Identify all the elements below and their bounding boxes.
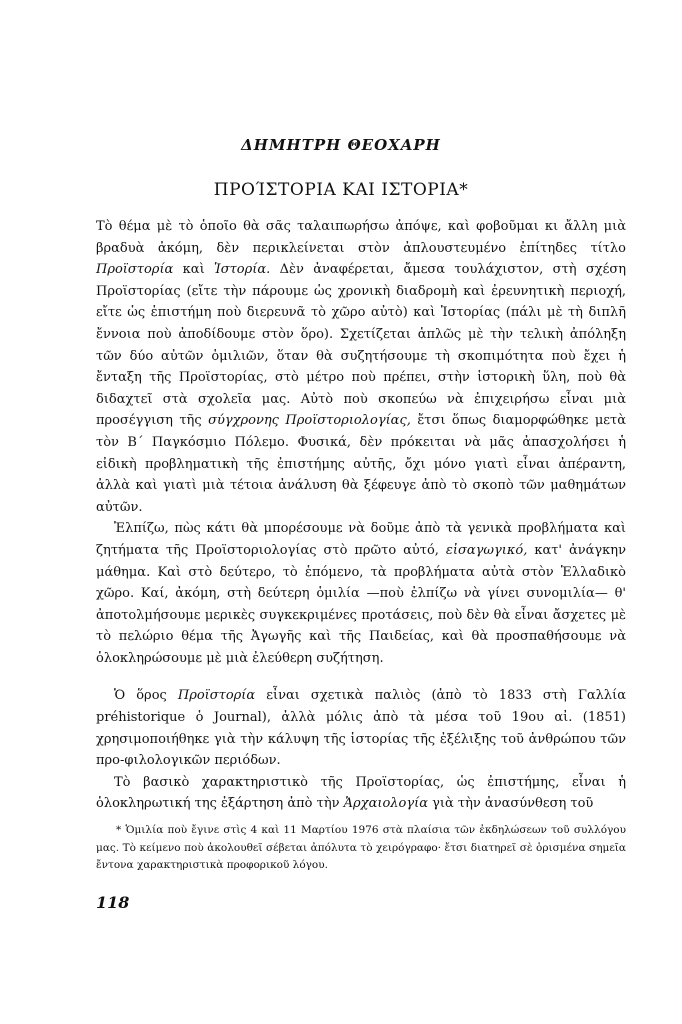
term-prehistory-2: Προϊστορία (177, 688, 256, 704)
term-prehistory: Προϊστορία (96, 262, 174, 278)
article-body (96, 216, 626, 815)
term-archaeology: Ἀρχαιολογία (343, 796, 428, 812)
paragraph-2: Ἐλπίζω, πὼς κάτι θὰ μπορέσουμε νὰ δοῦμε ἀπὸ τὰ γενικὰ προβλήματα καὶ ζητήματα τῆς Προϊστοριολογίας στὸ πρῶτο αὐτό, εἰσαγωγικό, κατ' ἀνάγκην μάθημα. Καὶ στὸ δεύτερο, τὸ ἑπόμενο, τὰ προβλήματα αὐτὰ στὸν Ἑλλαδικὸ χῶρο. Καί, ἀκόμη, στὴ δεύτερη ὁμιλία —ποὺ ἐλπίζω νὰ γίνει συνομιλία— θ' ἀποτολμήσουμε μερικὲς συγκεκριμένες προτάσεις, ποὺ δὲν θὰ εἶναι ἄσχετες μὲ τὸ πελώριο θέμα τῆς Ἀγωγῆς καὶ τῆς Παιδείας, καὶ θὰ προσπαθήσουμε νὰ ὁλοκληρώσουμε μὲ μιὰ ἐλεύθερη συζήτηση. (96, 521, 626, 666)
term-introductory: εἰσαγωγικό, (445, 542, 528, 558)
paragraph-4: Τὸ βασικὸ χαρακτηριστικὸ τῆς Προϊστορίας, ὡς ἐπιστήμης, εἶναι ἡ ὁλοκληρωτική της ἐξάρτηση ἀπὸ τὴν Ἀρχαιολογία γιὰ τὴν ἀνασύνθεση τοῦ (96, 774, 626, 812)
author-heading: ΔΗΜΗΤΡΗ ΘΕΟΧΑΡΗ (241, 136, 441, 154)
footnote: * Ὁμιλία ποὺ ἔγινε στὶς 4 καὶ 11 Μαρτίου 1976 στὰ πλαίσια τῶν ἐκδηλώσεων τοῦ συλλόγου μας. Τὸ κείμενο ποὺ ἀκολουθεῖ σέβεται ἀπόλυτα τὸ χειρόγραφο· ἔτσι διατηρεῖ σὲ ὁρισμένα σημεῖα ἔντονα χαρακτηριστικὰ προφορικοῦ λόγου. (96, 824, 626, 871)
article-title: ΠΡΟΊΣΤΟΡΙΑ ΚΑΙ ΙΣΤΟΡΙΑ* (213, 180, 469, 200)
paragraph-1: Τὸ θέμα μὲ τὸ ὁποῖο θὰ σᾶς ταλαιπωρήσω ἀπόψε, καὶ φοβοῦμαι κι ἄλλη μιὰ βραδυὰ ἀκόμη, δὲν περικλείνεται στὸν ἀπλουστευμένο ἐπίτηδες τίτλο Προϊστορία καὶ Ἱστορία. Δὲν ἀναφέρεται, ἄμεσα τουλάχιστον, στὴ σχέση Προϊστορίας (εἴτε τὴν πάρουμε ὡς χρονικὴ διαδρομὴ καὶ ἐρευνητικὴ περιοχή, εἴτε ὡς ἐπιστήμη ποὺ διερευνᾶ τὸ χῶρο αὐτὸ) καὶ Ἱστορίας (πάλι μὲ τὴ διπλῆ ἔννοια ποὺ ἀποδίδουμε στὸν ὅρο). Σχετίζεται ἁπλῶς μὲ τὴν τελικὴ ἀπόληξη τῶν δύο αὐτῶν ὁμιλιῶν, ὅταν θὰ συζητήσουμε τὴ σκοπιμότητα ποὺ ἔχει ἡ ἔνταξη τῆς Προϊστορίας, στὸ μέτρο ποὺ πρέπει, στὴν ἱστορικὴ ὕλη, ποὺ θὰ διδαχτεῖ στὰ σχολεῖα μας. Αὐτὸ ποὺ σκοπεύω νὰ ἐπιχειρήσω εἶναι μιὰ προσέγγιση τῆς σύγχρονης Προϊστοριολογίας, ἔτσι ὅπως διαμορφώθηκε μετὰ τὸν Β΄ Παγκόσμιο Πόλεμο. Φυσικά, δὲν πρόκειται νὰ μᾶς ἀπασχολήσει ἡ εἰδικὴ προβληματικὴ τῆς ἐπιστήμης αὐτῆς, ὄχι μόνο γιατὶ εἶναι ἀπέραντη, ἀλλὰ καὶ γιατὶ μιὰ τέτοια ἀνάλυση θὰ ξέφευγε ἀπὸ τὸ σκοπὸ τῶν μαθημάτων αὐτῶν. (96, 219, 626, 515)
term-history: Ἱστορία. (214, 262, 271, 278)
page-number: 118 (96, 893, 130, 912)
term-modern-prehistoriology: σύγχρονης Προϊστοριολογίας, (208, 413, 411, 429)
paragraph-3: Ὁ ὅρος Προϊστορία εἶναι σχετικὰ παλιὸς (ἀπὸ τὸ 1833 στὴ Γαλλία préhistorique ὁ Journal), ἀλλὰ μόλις ἀπὸ τὰ μέσα τοῦ 19ου αἰ. (1851) χρησιμοποιήθηκε γιὰ τὴν κάλυψη τῆς ἱστορίας τῆς ἐξέλιξης τοῦ ἀνθρώπου τῶν προ-φιλολογικῶν περιόδων. (96, 688, 626, 769)
